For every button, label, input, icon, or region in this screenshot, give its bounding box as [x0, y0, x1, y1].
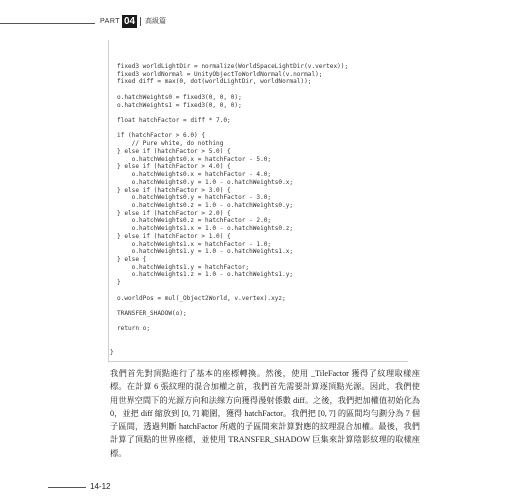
code-line: o.hatchWeights0.x = hatchFactor - 5.0; — [117, 155, 272, 163]
body-paragraph: 我們首先對頂點進行了基本的座標轉換。然後，使用 _TileFactor 獲得了紋理取樣座標。在計算 6 張紋理的混合加權之前，我們首先需要計算逐頂點光源。因此，我們使用世界空間下的光源方向和法線方向獲得漫射係數 diff。之後，我們把加權值初始化為 0，並把 diff 縮放到 [0, 7] 範圍，獲得 hatchFactor。我們把 [0, 7] 的區間均勻劃分為 7 個子區間，透過判斷 hatchFactor 所處的子區間來計算對應的紋理混合加權。最後，我們計算了頂點的世界座標，並使用 TRANSFER_SHADOW 巨集來計算陰影紋理的取樣座標。 — [110, 369, 420, 458]
code-line: o.hatchWeights1.x = 1.0 - o.hatchWeights0.z; — [117, 225, 294, 233]
code-line: o.hatchWeights0.x = hatchFactor - 4.0; — [117, 171, 272, 179]
code-line: TRANSFER_SHADOW(o); — [117, 310, 187, 317]
page-number: 14-12 — [90, 482, 111, 491]
code-line: } else if (hatchFactor > 4.0) { — [117, 163, 231, 171]
code-line: o.hatchWeights1.y = hatchFactor; — [117, 263, 250, 271]
part-label: PART — [100, 18, 121, 25]
code-line: o.hatchWeights0 = fixed3(0, 0, 0); — [117, 93, 242, 101]
code-line: o.hatchWeights1.x = hatchFactor - 1.0; — [117, 240, 272, 248]
code-line: o.hatchWeights1 = fixed3(0, 0, 0); — [117, 101, 242, 109]
code-closing-brace: } — [110, 349, 114, 356]
code-line: o.hatchWeights0.z = 1.0 - o.hatchWeights0.y; — [117, 201, 294, 209]
code-line: float hatchFactor = diff * 7.0; — [117, 117, 231, 125]
code-listing — [117, 63, 348, 333]
code-line: } — [117, 279, 121, 287]
code-line: } else if (hatchFactor > 3.0) { — [117, 186, 231, 194]
code-line: fixed3 worldNormal = UnityObjectToWorldNormal(v.normal); — [117, 70, 323, 78]
code-line: fixed diff = max(0, dot(worldLightDir, worldNormal)); — [117, 78, 312, 86]
part-title: 高級篇 — [140, 17, 166, 26]
code-line: o.hatchWeights0.y = hatchFactor - 3.0; — [117, 194, 272, 202]
footer-rule — [48, 487, 86, 488]
code-line: o.hatchWeights1.y = 1.0 - o.hatchWeights1.x; — [117, 248, 294, 256]
code-line: o.hatchWeights0.z = hatchFactor - 2.0; — [117, 217, 272, 225]
code-line: return o; — [117, 325, 151, 333]
code-line: o.worldPos = mul(_Object2World, v.vertex).xyz; — [117, 294, 286, 302]
code-line: fixed3 worldLightDir = normalize(WorldSpaceLightDir(v.vertex)); — [117, 63, 349, 70]
code-line: } else if (hatchFactor > 5.0) { — [117, 147, 231, 155]
code-line: } else if (hatchFactor > 2.0) { — [117, 209, 231, 217]
header-rule — [0, 23, 95, 24]
code-line: // Pure white, do nothing — [117, 140, 224, 148]
code-line: o.hatchWeights1.z = 1.0 - o.hatchWeights1.y; — [117, 271, 294, 279]
code-line: if (hatchFactor > 6.0) { — [117, 132, 206, 140]
code-line: } else if (hatchFactor > 1.0) { — [117, 232, 231, 240]
code-line: o.hatchWeights0.y = 1.0 - o.hatchWeights0.x; — [117, 178, 294, 186]
code-line: } else { — [117, 255, 147, 263]
part-number-badge: 04 — [123, 16, 136, 27]
page-header — [0, 0, 520, 36]
